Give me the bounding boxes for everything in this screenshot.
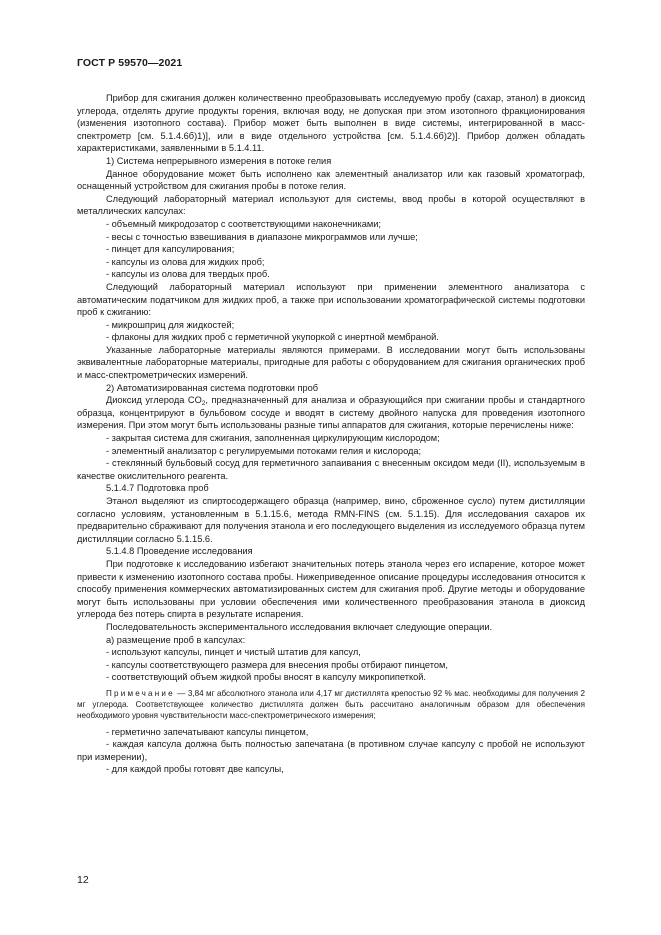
paragraph-lab-material-autosampler: Следующий лабораторный материал используют при применении элементного анализатора с автоматическим податчиком для жидких проб, а также при использовании хроматографической системы подготовки проб к сжиганию: — [77, 281, 585, 318]
list-item: - соответствующий объем жидкой пробы вносят в капсулу микропипеткой. — [106, 672, 427, 683]
list-item: - каждая капсула должна быть полностью запечатана (в противном случае капсулу с пробой не используют при измерении), — [77, 739, 585, 762]
paragraph-equipment: Данное оборудование может быть исполнено как элементный анализатор или как газовый хроматограф, оснащенный устройством для сжигания пробы в потоке гелия. — [77, 168, 585, 192]
list-item: - стеклянный бульбовый сосуд для герметичного запаивания с внесенным оксидом меди (II), используемым в качестве окислительного реагента. — [77, 458, 585, 481]
paragraph-examples-note: Указанные лабораторные материалы являются примерами. В исследовании могут быть использованы эквивалентные лабораторные материалы, пригодные для работы с оборудованием для сжигания органических проб и масс-спектрометрических измерений. — [77, 344, 585, 381]
section-heading-sample-preparation: 5.1.4.7 Подготовка проб — [106, 483, 209, 494]
paragraph-preparation-procedure: При подготовке к исследованию избегают значительных потерь этанола через его испарение, которое может привести к изменению изотопного состава пробы. Нижеприведенное описание процедуры исследования относится к способу применения коммерческих автоматизированных систем для сжигания проб. Другие методы и оборудование могут быть использованы при условии обеспечения ими количественного преобразования этанола в диоксид углерода без потерь спирта в результате испарения. — [77, 558, 585, 620]
co2-subscript: 2 — [201, 400, 206, 408]
list-item: - флаконы для жидких проб с герметичной укупоркой с инертной мембраной. — [106, 332, 439, 343]
paragraph-sequence: Последовательность экспериментального исследования включает следующие операции. — [106, 621, 493, 632]
list-item: - весы с точностью взвешивания в диапазоне микрограммов или лучше; — [106, 231, 418, 242]
list-item: - капсулы соответствующего размера для внесения пробы отбирают пинцетом, — [106, 659, 448, 670]
note-paragraph — [77, 689, 585, 722]
list-item: - закрытая система для сжигания, заполненная циркулирующим кислородом; — [106, 433, 440, 444]
paragraph-heading-automated-system: 2) Автоматизированная система подготовки проб — [106, 382, 319, 393]
list-item: - объемный микродозатор с соответствующими наконечниками; — [106, 218, 381, 229]
list-item: а) размещение проб в капсулах: — [106, 634, 246, 645]
note-label: Примечание — [106, 688, 175, 698]
note-text: — 3,84 мг абсолютного этанола или 4,17 мг дистиллята крепостью 92 % мас. необходимы для получения 2 мг углерода. Соответствующее количество дистиллята должен быть рассчитано аналогичным образом для обеспечения необходимого уровня чувствительности масс-спектрометрического измерения; — [77, 688, 585, 720]
paragraph-ethanol-distillation: Этанол выделяют из спиртосодержащего образца (например, вино, сброженное сусло) путем дистилляции согласно условиям, установленным в 5.1.15.6, метода RMN-FINS (см. 5.1.15). Для исследования сахаров их предварительно сбраживают для получения этанола и его последующего выделения из исследуемого образца путем дистилляции согласно 5.1.15.6. — [77, 496, 585, 544]
list-item: - пинцет для капсулирования; — [106, 244, 235, 255]
paragraph-combustion-device: Прибор для сжигания должен количественно преобразовывать исследуемую пробу (сахар, этанол) в диоксид углерода, отделять другие продукты горения, включая воду, не допуская при этом изотопного фракционирования (изменения изотопного состава). Прибор может быть выполнен в виде системы, интегрированной в масс-спектрометр [см. 5.1.4.6б)1)], или в виде отдельного устройства [см. 5.1.4.6б)2)]. Прибор должен обладать характеристиками, заявленными в 5.1.4.11. — [77, 93, 585, 154]
co2-text-before: Диоксид углерода CO — [106, 395, 202, 406]
list-item: - используют капсулы, пинцет и чистый штатив для капсул, — [106, 647, 361, 658]
co2-text-after: , предназначенный для анализа и образующийся при сжигании пробы и стандартного образца, концентрируют в бульбовом сосуде и вводят в систему двойного напуска для проведения изотопного измерения. При этом могут быть использованы разные типы аппаратов для сжигания, которые перечислены ниже: — [77, 395, 585, 431]
paragraph-lab-material-capsules: Следующий лабораторный материал используют для системы, ввод пробы в которой осуществляют в металлических капсулах: — [77, 193, 585, 217]
page-number: 12 — [77, 874, 89, 886]
list-item: - капсулы из олова для твердых проб. — [106, 269, 270, 280]
paragraph-heading-continuous-flow: 1) Система непрерывного измерения в потоке гелия — [106, 155, 332, 166]
list-item: - герметично запечатывают капсулы пинцетом, — [106, 726, 309, 737]
document-body — [77, 92, 585, 776]
list-item: - для каждой пробы готовят две капсулы, — [106, 764, 284, 775]
list-item: - микрошприц для жидкостей; — [106, 319, 235, 330]
list-item: - элементный анализатор с регулируемыми потоками гелия и кислорода; — [106, 445, 422, 456]
document-header-title: ГОСТ Р 59570—2021 — [77, 57, 183, 69]
list-item: - капсулы из олова для жидких проб; — [106, 256, 265, 267]
paragraph-co2 — [77, 394, 585, 432]
section-heading-conducting-study: 5.1.4.8 Проведение исследования — [106, 546, 253, 557]
